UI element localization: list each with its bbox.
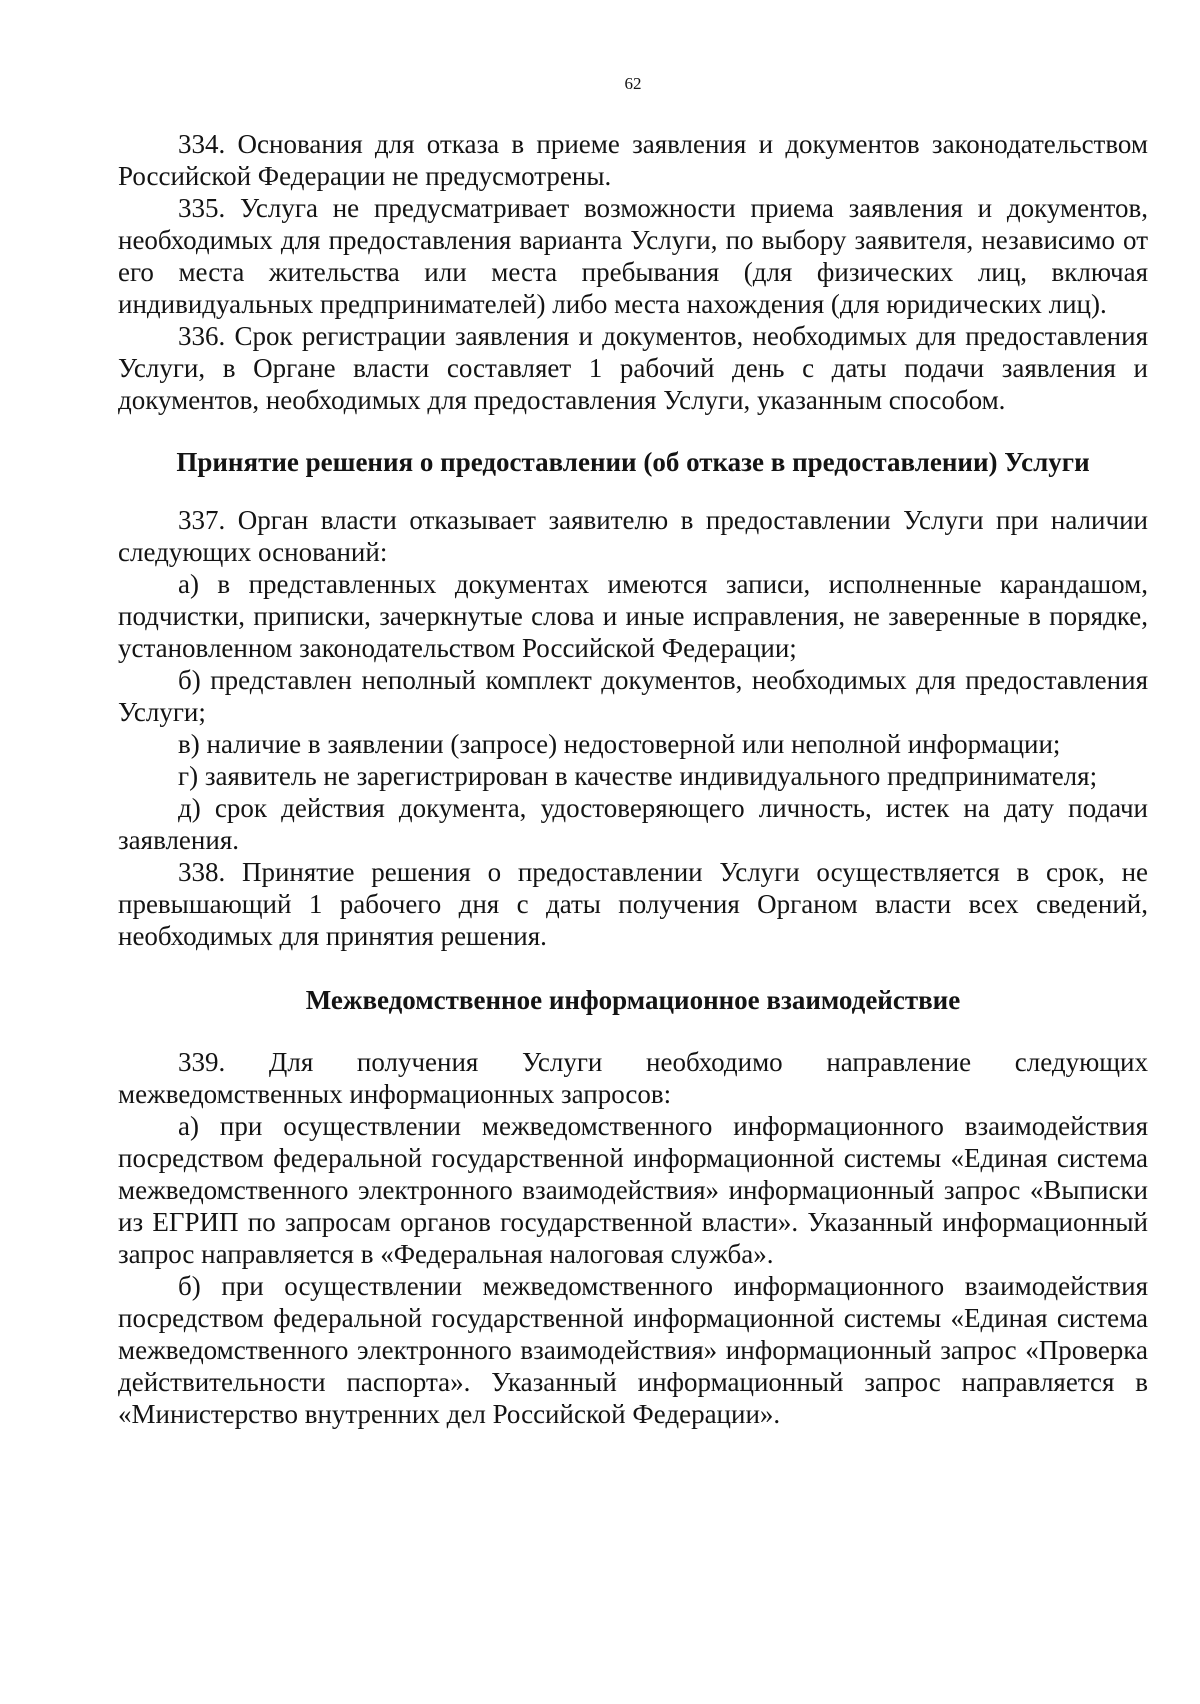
paragraph-335: 335. Услуга не предусматривает возможности приема заявления и документов, необходимых для предоставления варианта Услуги, по выбору заявителя, независимо от его места жительства или места пребывания (для физических лиц, включая индивидуальных предпринимателей) либо места нахождения (для юридических лиц). xyxy=(118,193,1148,319)
list-item-337-b: б) представлен неполный комплект документов, необходимых для предоставления Услуги; xyxy=(118,665,1148,727)
section-heading-decision: Принятие решения о предоставлении (об отказе в предоставлении) Услуги xyxy=(176,447,1090,477)
paragraph-337: 337. Орган власти отказывает заявителю в предоставлении Услуги при наличии следующих оснований: xyxy=(118,505,1148,567)
section-heading-interagency: Межведомственное информационное взаимодействие xyxy=(305,985,961,1015)
paragraph-336: 336. Срок регистрации заявления и документов, необходимых для предоставления Услуги, в Органе власти составляет 1 рабочий день с даты подачи заявления и документов, необходимых для предоставления Услуги, указанным способом. xyxy=(118,321,1148,415)
paragraph-338: 338. Принятие решения о предоставлении Услуги осуществляется в срок, не превышающий 1 рабочего дня с даты получения Органом власти всех сведений, необходимых для принятия решения. xyxy=(118,857,1148,951)
list-item-337-a: а) в представленных документах имеются записи, исполненные карандашом, подчистки, приписки, зачеркнутые слова и иные исправления, не заверенные в порядке, установленном законодательством Российской Федерации; xyxy=(118,569,1148,663)
list-item-337-v: в) наличие в заявлении (запросе) недостоверной или неполной информации; xyxy=(178,729,1061,759)
list-item-339-a: а) при осуществлении межведомственного информационного взаимодействия посредством федеральной государственной информационной системы «Единая система межведомственного электронного взаимодействия» информационный запрос «Выписки из ЕГРИП по запросам органов государственной власти». Указанный информационный запрос направляется в «Федеральная налоговая служба». xyxy=(118,1111,1148,1269)
list-item-337-g: г) заявитель не зарегистрирован в качестве индивидуального предпринимателя; xyxy=(178,761,1098,791)
list-item-337-d: д) срок действия документа, удостоверяющего личность, истек на дату подачи заявления. xyxy=(118,793,1148,855)
list-item-339-b: б) при осуществлении межведомственного информационного взаимодействия посредством федеральной государственной информационной системы «Единая система межведомственного электронного взаимодействия» информационный запрос «Проверка действительности паспорта». Указанный информационный запрос направляется в «Министерство внутренних дел Российской Федерации». xyxy=(118,1271,1148,1429)
paragraph-339: 339. Для получения Услуги необходимо направление следующих межведомственных информационных запросов: xyxy=(118,1047,1148,1109)
page-number: 62 xyxy=(624,74,642,93)
paragraph-334: 334. Основания для отказа в приеме заявления и документов законодательством Российской Федерации не предусмотрены. xyxy=(118,129,1148,191)
